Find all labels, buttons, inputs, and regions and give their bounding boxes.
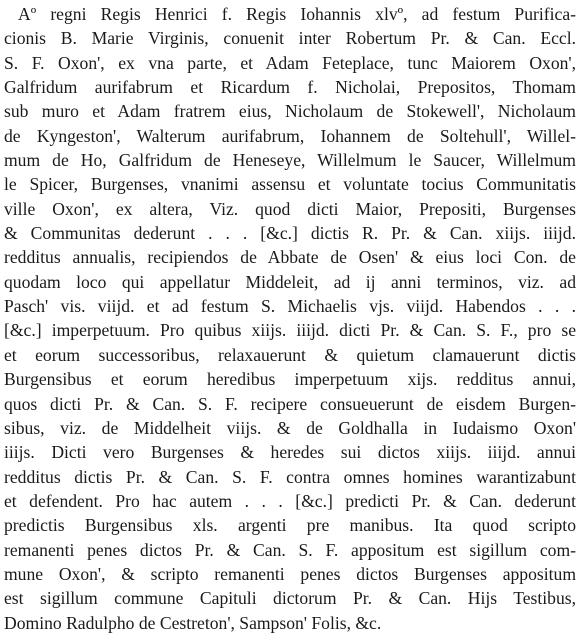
text-line: quodam loco qui appellatur Middeleit, ad ij anni terminos, viz. ad [4,271,576,292]
text-line: S. F. Oxon', ex vna parte, et Adam Feteplace, tunc Maiorem Oxon', [4,52,576,73]
text-line: redditus annualis, recipiendos de Abbate de Osen' & eius loci Con. de [4,247,576,268]
text-line: ville Oxon', ex altera, Viz. quod dicti Maior, Prepositi, Burgenses [4,198,576,219]
text-line: quos dicti Pr. & Can. S. F. recipere consueuerunt de eisdem Burgen- [4,393,576,414]
text-line: iiijs. Dicti vero Burgenses & heredes sui dictos xiijs. iiijd. annui [4,442,576,463]
text-line: Galfridum aurifabrum et Ricardum f. Nicholai, Prepositos, Thomam [4,77,576,98]
text-line: mune Oxon', & scripto remanenti penes dictos Burgenses appositum [4,563,576,584]
text-line: de Kyngeston', Walterum aurifabrum, Iohannem de Soltehull', Willel- [4,125,576,146]
text-line: [&c.] imperpetuum. Pro quibus xiijs. iiijd. dicti Pr. & Can. S. F., pro se [4,320,576,341]
text-line: et defendent. Pro hac autem . . . [&c.] predicti Pr. & Can. dederunt [4,490,576,511]
charter-text [4,2,576,635]
text-line: remanenti penes dictos Pr. & Can. S. F. appositum est sigillum com- [4,539,576,560]
text-line: sub muro et Adam fratrem eius, Nicholaum de Stokewell', Nicholaum [4,101,576,122]
text-line: Domino Radulpho de Cestreton', Sampson' Folis, &c. [4,612,382,633]
text-line: redditus dictis Pr. & Can. S. F. contra omnes homines warantizabunt [4,466,576,487]
text-line: & Communitas dederunt . . . [&c.] dictis R. Pr. & Can. xiijs. iiijd. [4,223,576,244]
text-line: Aº regni Regis Henrici f. Regis Iohannis xlvº, ad festum Purifica- [18,4,576,24]
text-line: et eorum successoribus, relaxauerunt & quietum clamauerunt dictis [4,344,576,365]
text-line: le Spicer, Burgenses, vnanimi assensu et voluntate tocius Communitatis [4,174,576,195]
text-line: sibus, viz. de Middelheit viijs. & de Goldhalla in Iudaismo Oxon' [4,417,576,438]
text-line: mum de Ho, Galfridum de Heneseye, Willelmum le Saucer, Willelmum [4,150,576,171]
text-line: Burgensibus et eorum heredibus imperpetuum xijs. redditus annui, [4,369,576,390]
text-line: est sigillum commune Capituli dictorum Pr. & Can. Hijs Testibus, [4,588,576,609]
text-line: Pasch' vis. viijd. et ad festum S. Michaelis vjs. viijd. Habendos . . . [4,296,576,317]
text-line: predictis Burgensibus xls. argenti pre manibus. Ita quod scripto [4,515,576,536]
text-line: cionis B. Marie Virginis, conuenit inter Robertum Pr. & Can. Eccl. [4,28,576,49]
